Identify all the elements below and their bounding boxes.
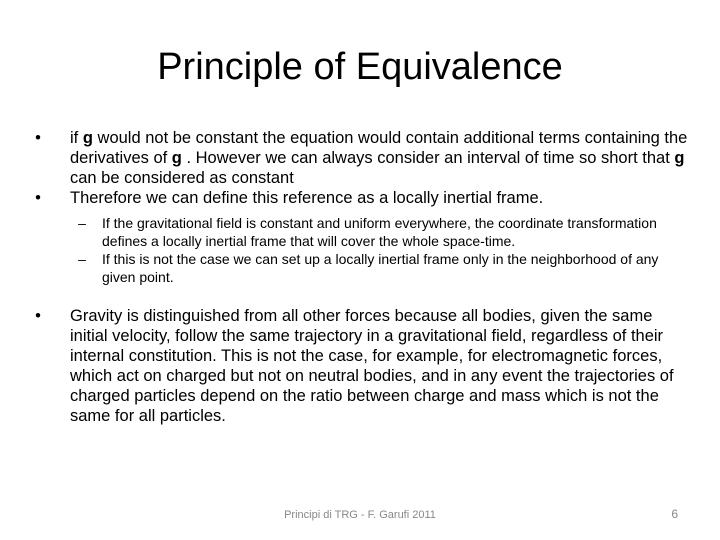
bullet-text-g: g <box>82 129 93 147</box>
bullet-text-part: . However we can always consider an interval of time so short that <box>181 149 675 167</box>
bullet-text: Therefore we can define this reference as a locally inertial frame. <box>70 189 544 207</box>
bullet-text-g: g <box>674 149 685 167</box>
bullet-item <box>28 306 688 426</box>
sub-bullet-item <box>28 250 688 286</box>
sub-bullet-text: If the gravitational field is constant and uniform everywhere, the coordinate transformation defines a locally inertial frame that will cover the whole space-time. <box>102 215 657 249</box>
bullet-glyph: • <box>35 129 41 147</box>
bullet-text-part: would not be constant the equation would contain additional terms containing the derivatives of <box>70 129 688 167</box>
sub-bullet-glyph: – <box>78 251 86 267</box>
bullet-text-g: g <box>171 149 182 167</box>
slide-footer: Principi di TRG - F. Garufi 2011 <box>284 509 436 521</box>
sub-bullet-item <box>28 214 688 250</box>
slide-content <box>28 128 688 426</box>
bullet-glyph: • <box>35 307 41 325</box>
bullet-item <box>28 188 688 208</box>
page-number: 6 <box>671 507 678 521</box>
sub-bullet-text: If this is not the case we can set up a locally inertial frame only in the neighborhood of any given point. <box>102 251 659 285</box>
bullet-glyph: • <box>35 189 41 207</box>
sub-bullet-glyph: – <box>78 215 86 231</box>
slide-title: Principle of Equivalence <box>157 46 563 88</box>
bullet-text-part: if <box>70 129 83 147</box>
bullet-text-part: can be considered as constant <box>70 169 294 187</box>
bullet-item <box>28 128 688 188</box>
bullet-text: Gravity is distinguished from all other forces because all bodies, given the same initial velocity, follow the same trajectory in a gravitational field, regardless of their internal constitution. This is not the case, for example, for electromagnetic forces, which act on charged but not on neutral bodies, and in any event the trajectories of charged particles depend on the ratio between charge and mass which is not the same for all particles. <box>70 307 674 425</box>
